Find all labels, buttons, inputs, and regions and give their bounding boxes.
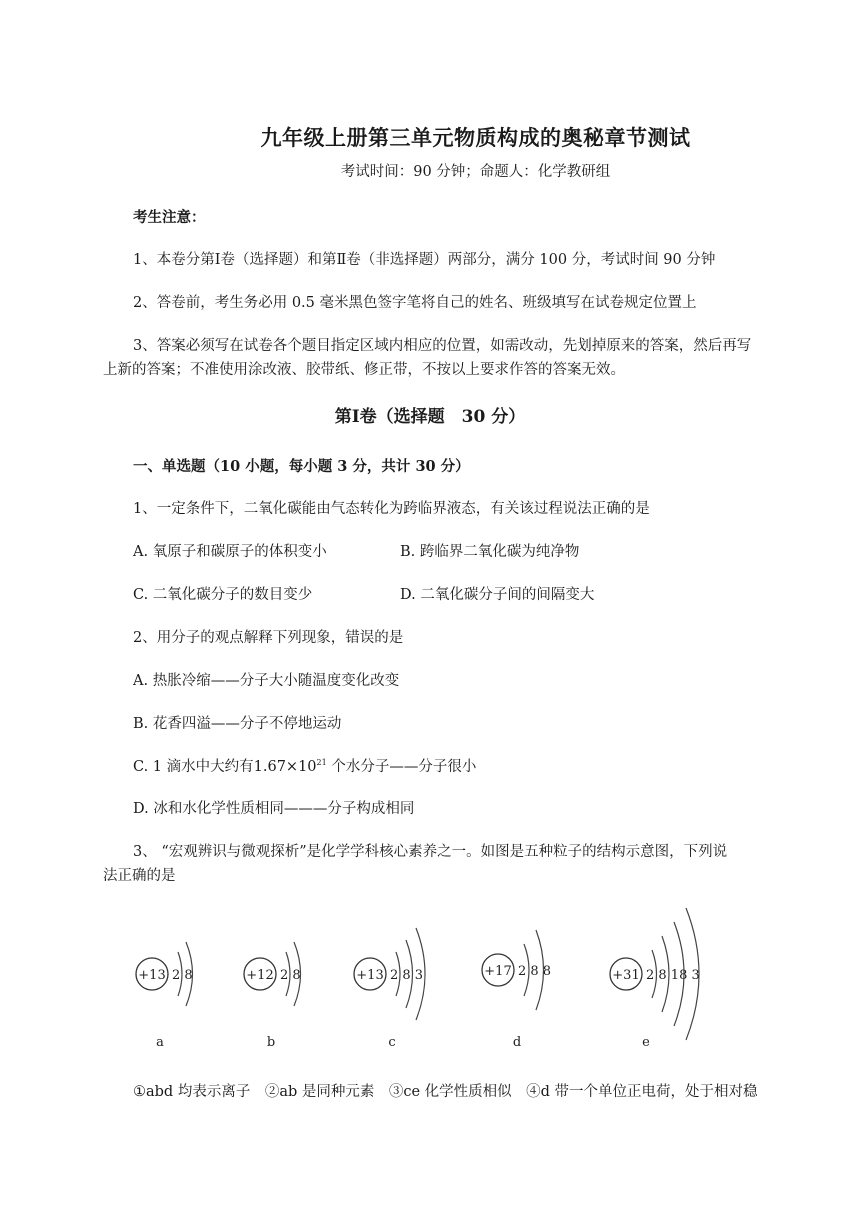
particle-a [136, 942, 193, 1050]
particle-a-label: a [156, 1035, 164, 1050]
q1-option-d: D. 二氧化碳分子间的间隔变大 [400, 587, 595, 603]
notice-item-3-cont: 上新的答案；不准使用涂改液、胶带纸、修正带，不按以上要求作答的答案无效。 [103, 362, 625, 378]
q3-stem-line2: 法正确的是 [103, 868, 176, 884]
particle-d-nucleus: +17 [484, 964, 512, 979]
q1-option-b: B. 跨临界二氧化碳为纯净物 [400, 544, 580, 560]
q3-options: ①abd 均表示离子 ②ab 是同种元素 ③ce 化学性质相似 ④d 带一个单位正电荷，处于相对稳 [133, 1084, 758, 1100]
q3-stem-line1: 3、 “宏观辨识与微观探析”是化学学科核心素养之一。如图是五种粒子的结构示意图，下列说 [133, 844, 728, 860]
q2-option-b: B. 花香四溢——分子不停地运动 [133, 716, 342, 732]
particle-d-shells: 2 8 8 [518, 964, 552, 979]
particle-e-label: e [642, 1035, 650, 1050]
particle-b-shells: 2 8 [280, 968, 301, 983]
particle-a-nucleus: +13 [138, 968, 166, 983]
particle-b-label: b [266, 1035, 276, 1050]
notice-item-1: 1、本卷分第Ⅰ卷（选择题）和第Ⅱ卷（非选择题）两部分，满分 100 分，考试时间 90 分钟 [133, 252, 716, 268]
q2-option-c-pre: C. 1 滴水中大约有 [133, 759, 254, 775]
particle-a-shells: 2 8 [172, 968, 193, 983]
particle-b [244, 942, 301, 1050]
exam-info: 考试时间：90 分钟；命题人：化学教研组 [340, 164, 611, 180]
notice-item-2: 2、答卷前，考生务必用 0.5 毫米黑色签字笔将自己的姓名、班级填写在试卷规定位置上 [133, 295, 697, 311]
particle-b-nucleus: +12 [246, 968, 274, 983]
particle-c-shells: 2 8 3 [390, 968, 424, 983]
q2-option-d: D. 冰和水化学性质相同———分子构成相同 [133, 801, 415, 817]
q2-option-c-exponent: 21 [316, 758, 327, 767]
particle-c-label: c [388, 1035, 396, 1050]
page-title: 九年级上册第三单元物质构成的奥秘章节测试 [260, 125, 691, 150]
q2-stem: 2、用分子的观点解释下列现象，错误的是 [133, 630, 404, 646]
notice-item-3: 3、答案必须写在试卷各个题目指定区域内相应的位置，如需改动，先划掉原来的答案，然后再写 [133, 338, 752, 354]
particle-structure-diagram [120, 900, 740, 1060]
q1-stem: 1、一定条件下，二氧化碳能由气态转化为跨临界液态，有关该过程说法正确的是 [133, 501, 650, 517]
notice-heading: 考生注意： [133, 209, 206, 226]
particle-d-label: d [512, 1035, 522, 1050]
section-title: 第Ⅰ卷（选择题 30 分） [334, 407, 526, 427]
q2-option-a: A. 热胀冷缩——分子大小随温度变化改变 [133, 673, 400, 689]
q1-option-a: A. 氧原子和碳原子的体积变小 [133, 544, 327, 560]
particle-e-nucleus: +31 [612, 968, 640, 983]
particle-e [610, 908, 700, 1050]
particle-d [482, 930, 551, 1050]
particle-c [354, 928, 425, 1050]
q1-option-c: C. 二氧化碳分子的数目变少 [133, 587, 313, 603]
q2-option-c [133, 755, 476, 776]
particle-c-nucleus: +13 [356, 968, 384, 983]
particle-e-shells: 2 8 18 3 [646, 968, 700, 983]
q2-option-c-number: 1.67×10 [253, 759, 317, 775]
part-heading: 一、单选题（10 小题，每小题 3 分，共计 30 分） [133, 458, 470, 475]
q2-option-c-post: 个水分子——分子很小 [326, 759, 477, 775]
